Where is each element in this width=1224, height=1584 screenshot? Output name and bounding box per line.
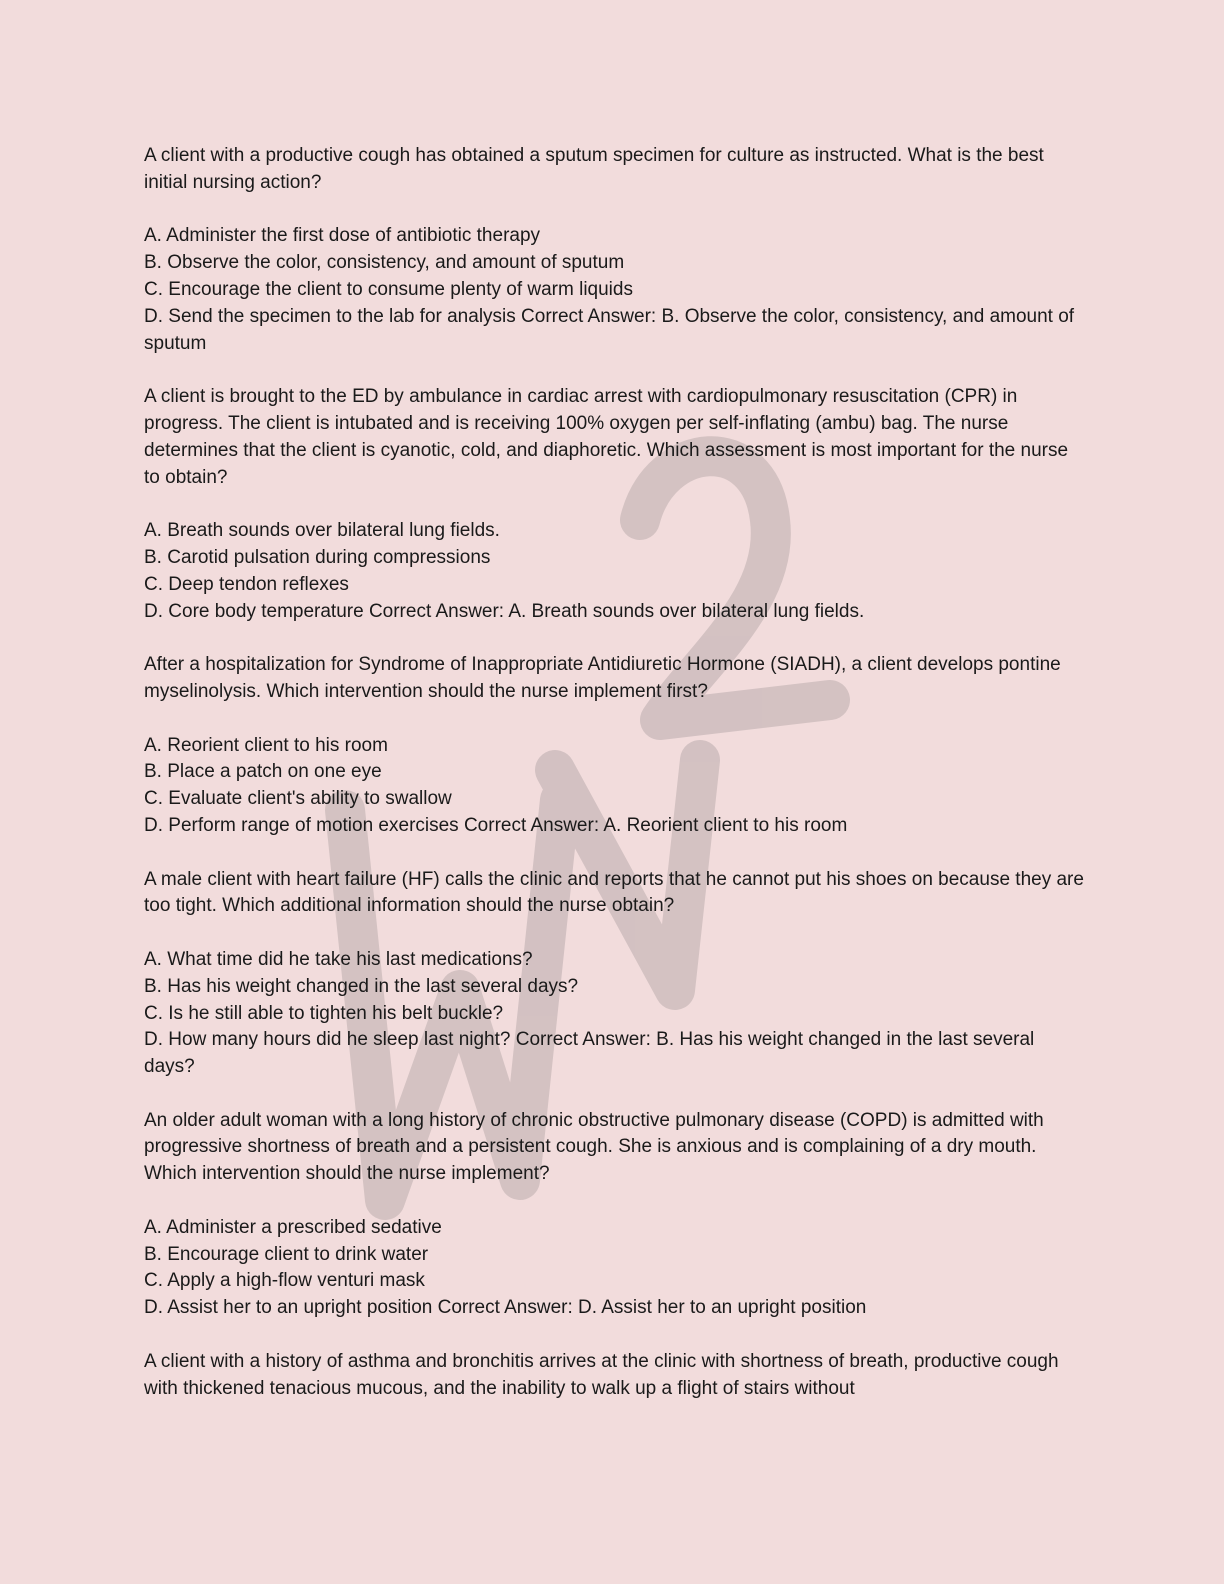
question-block [144, 143, 1084, 357]
answer-option: A. Breath sounds over bilateral lung fields. [144, 520, 500, 542]
question-text: A client is brought to the ED by ambulance in cardiac arrest with cardiopulmonary resuscitation (CPR) in progress. The client is intubated and is receiving 100% oxygen per self-inflating (ambu) bag. The nurse determines that the client is cyanotic, cold, and diaphoretic. Which assessment is most important for the nurse to obtain? [144, 386, 1069, 488]
question-block [144, 1108, 1084, 1322]
answer-options [144, 223, 1084, 357]
answer-option: C. Deep tendon reflexes [144, 573, 349, 595]
document-body [144, 143, 1084, 1429]
answer-options [144, 733, 1084, 840]
question-block [144, 1349, 1084, 1403]
question-block [144, 652, 1084, 840]
answer-option-with-correct-answer: D. Perform range of motion exercises Correct Answer: A. Reorient client to his room [144, 814, 848, 836]
answer-option-with-correct-answer: D. Assist her to an upright position Correct Answer: D. Assist her to an upright position [144, 1297, 867, 1319]
answer-option: B. Place a patch on one eye [144, 761, 382, 783]
question-text: After a hospitalization for Syndrome of Inappropriate Antidiuretic Hormone (SIADH), a client develops pontine myselinolysis. Which intervention should the nurse implement first? [144, 654, 1061, 702]
answer-option: C. Encourage the client to consume plenty of warm liquids [144, 278, 633, 300]
question-block [144, 867, 1084, 1081]
answer-option-with-correct-answer: D. How many hours did he sleep last night? Correct Answer: B. Has his weight changed in the last several days? [144, 1029, 1035, 1078]
question-text: A client with a history of asthma and bronchitis arrives at the clinic with shortness of breath, productive cough with thickened tenacious mucous, and the inability to walk up a flight of stairs without [144, 1350, 1059, 1399]
answer-option: A. Reorient client to his room [144, 734, 388, 756]
answer-option: C. Is he still able to tighten his belt buckle? [144, 1002, 504, 1024]
answer-option: A. Administer a prescribed sedative [144, 1216, 442, 1238]
answer-option: C. Apply a high-flow venturi mask [144, 1270, 425, 1292]
answer-options [144, 518, 1084, 625]
question-text: A client with a productive cough has obtained a sputum specimen for culture as instructed. What is the best initial nursing action? [144, 145, 1044, 193]
question-block [144, 384, 1084, 625]
question-text: A male client with heart failure (HF) calls the clinic and reports that he cannot put his shoes on because they are too tight. Which additional information should the nurse obtain? [144, 868, 1084, 917]
answer-option: A. Administer the first dose of antibiotic therapy [144, 225, 541, 247]
answer-options [144, 1215, 1084, 1322]
answer-option: B. Carotid pulsation during compressions [144, 546, 491, 568]
answer-option: A. What time did he take his last medications? [144, 948, 533, 970]
answer-option-with-correct-answer: D. Send the specimen to the lab for analysis Correct Answer: B. Observe the color, consistency, and amount of sputum [144, 305, 1075, 354]
answer-option: B. Has his weight changed in the last several days? [144, 975, 579, 997]
question-text: An older adult woman with a long history of chronic obstructive pulmonary disease (COPD) is admitted with progressive shortness of breath and a persistent cough. She is anxious and is complaining of a dry mouth. Which intervention should the nurse implement? [144, 1109, 1044, 1185]
answer-option: C. Evaluate client's ability to swallow [144, 788, 452, 810]
answer-option: B. Observe the color, consistency, and amount of sputum [144, 252, 625, 274]
answer-option-with-correct-answer: D. Core body temperature Correct Answer: A. Breath sounds over bilateral lung fields. [144, 600, 865, 622]
answer-options [144, 947, 1084, 1081]
answer-option: B. Encourage client to drink water [144, 1243, 429, 1265]
